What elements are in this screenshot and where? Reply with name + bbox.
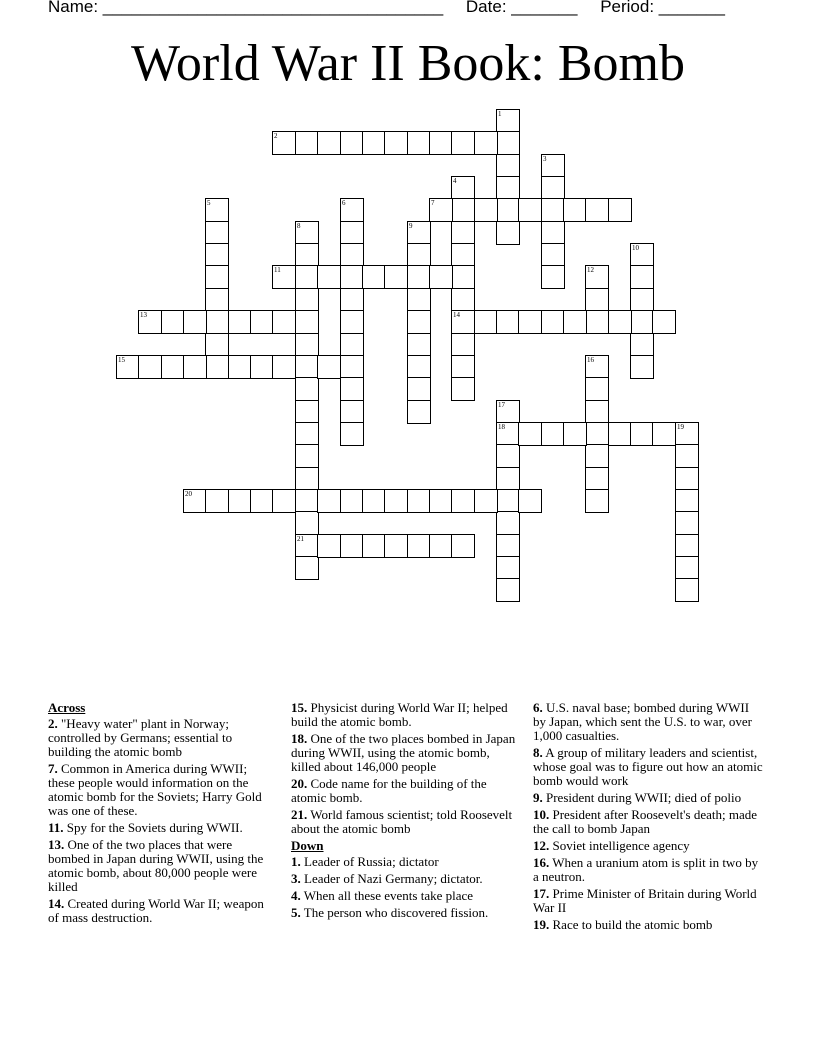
clue-down-6: 6. U.S. naval base; bombed during WWII by Japan, which sent the U.S. to war, over 1,000 casualties. <box>533 700 752 743</box>
crossword-cell[interactable] <box>295 310 319 334</box>
period-field-label[interactable]: Period: _______ <box>600 0 725 16</box>
clue-number: 18 <box>498 423 505 431</box>
crossword-cell[interactable] <box>675 444 699 468</box>
crossword-cell[interactable] <box>451 243 475 267</box>
crossword-cell[interactable] <box>675 578 699 602</box>
crossword-cell[interactable] <box>161 310 185 334</box>
crossword-cell[interactable] <box>496 511 520 535</box>
clue-number: 20 <box>185 490 192 498</box>
crossword-cell[interactable] <box>630 333 654 357</box>
clue-number: 5 <box>207 199 211 207</box>
crossword-cell[interactable] <box>630 243 654 267</box>
crossword-cell[interactable] <box>407 265 431 289</box>
crossword-cell[interactable] <box>340 198 364 222</box>
crossword-cell[interactable] <box>295 131 319 155</box>
clue-number: 21 <box>297 535 304 543</box>
crossword-cell[interactable] <box>451 489 475 513</box>
crossword-cell[interactable] <box>362 131 386 155</box>
crossword-cell[interactable] <box>205 288 229 312</box>
crossword-cell[interactable] <box>675 534 699 558</box>
crossword-cell[interactable] <box>384 131 408 155</box>
crossword-cell[interactable] <box>474 198 498 222</box>
clue-number: 19 <box>677 423 684 431</box>
crossword-cell[interactable] <box>295 534 319 558</box>
crossword-cell[interactable] <box>295 422 319 446</box>
clue-across-20: 20. Code name for the building of the atomic bomb. <box>291 776 487 805</box>
crossword-cell[interactable] <box>496 154 520 178</box>
crossword-cell[interactable] <box>496 467 520 491</box>
crossword-cell[interactable] <box>205 198 229 222</box>
crossword-cell[interactable] <box>451 265 475 289</box>
crossword-cell[interactable] <box>272 310 296 334</box>
clue-down-9: 9. President during WWII; died of polio <box>533 790 742 805</box>
crossword-cell[interactable] <box>295 511 319 535</box>
crossword-cell[interactable] <box>585 400 609 424</box>
crossword-cell[interactable] <box>228 310 252 334</box>
crossword-cell[interactable] <box>340 400 364 424</box>
across-heading: Across <box>48 700 86 715</box>
crossword-cell[interactable] <box>295 333 319 357</box>
crossword-cell[interactable] <box>228 489 252 513</box>
crossword-cell[interactable] <box>407 534 431 558</box>
crossword-cell[interactable] <box>675 511 699 535</box>
crossword-cell[interactable] <box>585 377 609 401</box>
crossword-cell[interactable] <box>407 243 431 267</box>
clue-number: 16 <box>587 356 594 364</box>
crossword-cell[interactable] <box>429 265 453 289</box>
clue-down-10: 10. President after Roosevelt's death; made the call to bomb Japan <box>533 807 758 836</box>
crossword-cell[interactable] <box>384 265 408 289</box>
crossword-cell[interactable] <box>585 444 609 468</box>
crossword-cell[interactable] <box>340 377 364 401</box>
clue-column-1 <box>48 701 276 928</box>
crossword-cell[interactable] <box>451 534 475 558</box>
crossword-cell[interactable] <box>630 310 654 334</box>
clue-down-17: 17. Prime Minister of Britain during World War II <box>533 886 757 915</box>
clue-across-11: 11. Spy for the Soviets during WWII. <box>48 820 243 835</box>
crossword-cell[interactable] <box>183 489 207 513</box>
crossword-cell[interactable] <box>585 489 609 513</box>
crossword-cell[interactable] <box>496 198 520 222</box>
crossword-cell[interactable] <box>340 422 364 446</box>
crossword-cell[interactable] <box>541 154 565 178</box>
crossword-cell[interactable] <box>407 489 431 513</box>
crossword-cell[interactable] <box>541 310 565 334</box>
date-field-label[interactable]: Date: _______ <box>465 0 578 16</box>
crossword-cell[interactable] <box>250 355 274 379</box>
clue-down-5: 5. The person who discovered fission. <box>291 905 489 920</box>
crossword-cell[interactable] <box>585 310 609 334</box>
crossword-cell[interactable] <box>563 198 587 222</box>
crossword-cell[interactable] <box>340 333 364 357</box>
crossword-cell[interactable] <box>585 198 609 222</box>
crossword-cell[interactable] <box>295 444 319 468</box>
crossword-cell[interactable] <box>474 489 498 513</box>
crossword-cell[interactable] <box>205 265 229 289</box>
crossword-cell[interactable] <box>295 243 319 267</box>
clue-across-18: 18. One of the two places bombed in Japan during WWII, using the atomic bomb, killed about 146,000 people <box>291 731 516 774</box>
crossword-cell[interactable] <box>340 243 364 267</box>
clue-across-15: 15. Physicist during World War II; helped build the atomic bomb. <box>291 700 508 729</box>
crossword-cell[interactable] <box>116 355 140 379</box>
crossword-cell[interactable] <box>340 310 364 334</box>
crossword-cell[interactable] <box>384 489 408 513</box>
crossword-cell[interactable] <box>272 489 296 513</box>
crossword-cell[interactable] <box>138 310 162 334</box>
crossword-cell[interactable] <box>205 221 229 245</box>
crossword-cell[interactable] <box>541 221 565 245</box>
crossword-cell[interactable] <box>451 355 475 379</box>
clue-column-2 <box>291 701 519 923</box>
crossword-cell[interactable] <box>340 355 364 379</box>
crossword-cell[interactable] <box>496 109 520 133</box>
clue-number: 14 <box>453 311 460 319</box>
crossword-cell[interactable] <box>585 467 609 491</box>
crossword-cell[interactable] <box>585 265 609 289</box>
clue-across-21: 21. World famous scientist; told Roosevelt about the atomic bomb <box>291 807 513 836</box>
crossword-cell[interactable] <box>608 422 632 446</box>
crossword-cell[interactable] <box>407 310 431 334</box>
clue-across-14: 14. Created during World War II; weapon of mass destruction. <box>48 896 264 925</box>
clue-number: 12 <box>587 266 594 274</box>
clue-across-7: 7. Common in America during WWII; these people would information on the atomic bomb for the Soviets; Harry Gold was one of these. <box>48 761 262 818</box>
crossword-cell[interactable] <box>496 444 520 468</box>
crossword-cell[interactable] <box>541 265 565 289</box>
clue-number: 10 <box>632 244 639 252</box>
crossword-cell[interactable] <box>496 176 520 200</box>
clue-number: 4 <box>453 177 457 185</box>
crossword-cell[interactable] <box>295 265 319 289</box>
crossword-cell[interactable] <box>183 310 207 334</box>
crossword-cell[interactable] <box>384 534 408 558</box>
crossword-cell[interactable] <box>317 131 341 155</box>
crossword-cell[interactable] <box>205 489 229 513</box>
crossword-cell[interactable] <box>608 198 632 222</box>
crossword-cell[interactable] <box>250 489 274 513</box>
crossword-cell[interactable] <box>228 355 252 379</box>
clue-down-19: 19. Race to build the atomic bomb <box>533 917 713 932</box>
crossword-cell[interactable] <box>585 288 609 312</box>
crossword-cell[interactable] <box>407 288 431 312</box>
crossword-cell[interactable] <box>451 221 475 245</box>
down-heading: Down <box>291 838 324 853</box>
crossword-cell[interactable] <box>407 333 431 357</box>
worksheet-title: World War II Book: Bomb <box>131 35 685 92</box>
crossword-cell[interactable] <box>205 355 229 379</box>
crossword-cell[interactable] <box>295 355 319 379</box>
crossword-cell[interactable] <box>563 422 587 446</box>
crossword-cell[interactable] <box>630 422 654 446</box>
crossword-cell[interactable] <box>518 198 542 222</box>
crossword-cell[interactable] <box>474 131 498 155</box>
crossword-cell[interactable] <box>362 489 386 513</box>
crossword-cell[interactable] <box>340 288 364 312</box>
crossword-cell[interactable] <box>340 131 364 155</box>
crossword-cell[interactable] <box>295 467 319 491</box>
crossword-cell[interactable] <box>205 333 229 357</box>
crossword-cell[interactable] <box>496 556 520 580</box>
crossword-cell[interactable] <box>518 489 542 513</box>
crossword-cell[interactable] <box>272 355 296 379</box>
clue-column-3 <box>533 701 765 935</box>
crossword-cell[interactable] <box>451 333 475 357</box>
crossword-cell[interactable] <box>205 310 229 334</box>
crossword-cell[interactable] <box>429 131 453 155</box>
clue-number: 3 <box>543 155 547 163</box>
crossword-cell[interactable] <box>496 400 520 424</box>
crossword-cell[interactable] <box>585 422 609 446</box>
crossword-cell[interactable] <box>340 221 364 245</box>
crossword-cell[interactable] <box>451 198 475 222</box>
crossword-cell[interactable] <box>451 310 475 334</box>
crossword-cell[interactable] <box>429 489 453 513</box>
clue-number: 17 <box>498 401 505 409</box>
crossword-cell[interactable] <box>608 310 632 334</box>
clue-down-4: 4. When all these events take place <box>291 888 474 903</box>
clue-number: 11 <box>274 266 281 274</box>
crossword-cell[interactable] <box>652 422 676 446</box>
crossword-cell[interactable] <box>295 556 319 580</box>
clue-number: 6 <box>342 199 346 207</box>
crossword-cell[interactable] <box>675 422 699 446</box>
crossword-cell[interactable] <box>675 467 699 491</box>
crossword-cell[interactable] <box>407 221 431 245</box>
clue-down-8: 8. A group of military leaders and scientist, whose goal was to figure out how an atomic bomb would work <box>533 745 763 788</box>
crossword-cell[interactable] <box>295 400 319 424</box>
crossword-cell[interactable] <box>451 377 475 401</box>
clue-down-3: 3. Leader of Nazi Germany; dictator. <box>291 871 483 886</box>
crossword-cell[interactable] <box>161 355 185 379</box>
clue-down-1: 1. Leader of Russia; dictator <box>291 854 439 869</box>
crossword-cell[interactable] <box>451 176 475 200</box>
crossword-cell[interactable] <box>295 489 319 513</box>
crossword-cell[interactable] <box>630 355 654 379</box>
clue-number: 1 <box>498 110 502 118</box>
crossword-cell[interactable] <box>451 288 475 312</box>
clue-number: 9 <box>409 222 413 230</box>
crossword-cell[interactable] <box>183 355 207 379</box>
crossword-cell[interactable] <box>295 288 319 312</box>
crossword-cell[interactable] <box>429 198 453 222</box>
crossword-cell[interactable] <box>496 578 520 602</box>
crossword-cell[interactable] <box>407 131 431 155</box>
clue-across-2: 2. "Heavy water" plant in Norway; controlled by Germans; essential to building the atomic bomb <box>48 716 233 759</box>
crossword-cell[interactable] <box>585 355 609 379</box>
crossword-cell[interactable] <box>317 265 341 289</box>
crossword-cell[interactable] <box>340 534 364 558</box>
crossword-cell[interactable] <box>541 243 565 267</box>
crossword-cell[interactable] <box>340 265 364 289</box>
crossword-cell[interactable] <box>541 198 565 222</box>
crossword-cell[interactable] <box>496 422 520 446</box>
crossword-cell[interactable] <box>652 310 676 334</box>
crossword-cell[interactable] <box>272 265 296 289</box>
clue-down-16: 16. When a uranium atom is split in two by a neutron. <box>533 855 759 884</box>
crossword-cell[interactable] <box>675 489 699 513</box>
crossword-cell[interactable] <box>451 131 475 155</box>
crossword-cell[interactable] <box>630 265 654 289</box>
crossword-cell[interactable] <box>541 422 565 446</box>
clue-number: 13 <box>140 311 147 319</box>
crossword-cell[interactable] <box>317 534 341 558</box>
crossword-cell[interactable] <box>340 489 364 513</box>
crossword-cell[interactable] <box>675 556 699 580</box>
crossword-cell[interactable] <box>563 310 587 334</box>
crossword-cell[interactable] <box>407 377 431 401</box>
crossword-cell[interactable] <box>295 377 319 401</box>
crossword-cell[interactable] <box>362 265 386 289</box>
crossword-cell[interactable] <box>317 489 341 513</box>
crossword-cell[interactable] <box>496 489 520 513</box>
crossword-cell[interactable] <box>474 310 498 334</box>
crossword-cell[interactable] <box>205 243 229 267</box>
crossword-cell[interactable] <box>496 221 520 245</box>
name-field-label[interactable]: Name: ____________________________________ <box>48 0 444 16</box>
crossword-cell[interactable] <box>317 355 341 379</box>
crossword-cell[interactable] <box>518 310 542 334</box>
clue-number: 15 <box>118 356 125 364</box>
crossword-cell[interactable] <box>407 400 431 424</box>
clue-down-12: 12. Soviet intelligence agency <box>533 838 690 853</box>
crossword-cell[interactable] <box>429 534 453 558</box>
crossword-cell[interactable] <box>541 176 565 200</box>
crossword-cell[interactable] <box>630 288 654 312</box>
crossword-cell[interactable] <box>496 310 520 334</box>
crossword-cell[interactable] <box>518 422 542 446</box>
clue-number: 8 <box>297 222 301 230</box>
crossword-cell[interactable] <box>138 355 162 379</box>
crossword-cell[interactable] <box>362 534 386 558</box>
crossword-cell[interactable] <box>496 131 520 155</box>
clue-number: 2 <box>274 132 278 140</box>
clue-number: 7 <box>431 199 435 207</box>
clue-across-13: 13. One of the two places that were bombed in Japan during WWII, using the atomic bomb, about 80,000 people were killed <box>48 837 264 894</box>
crossword-cell[interactable] <box>250 310 274 334</box>
crossword-cell[interactable] <box>407 355 431 379</box>
crossword-cell[interactable] <box>295 221 319 245</box>
crossword-cell[interactable] <box>272 131 296 155</box>
crossword-cell[interactable] <box>496 534 520 558</box>
